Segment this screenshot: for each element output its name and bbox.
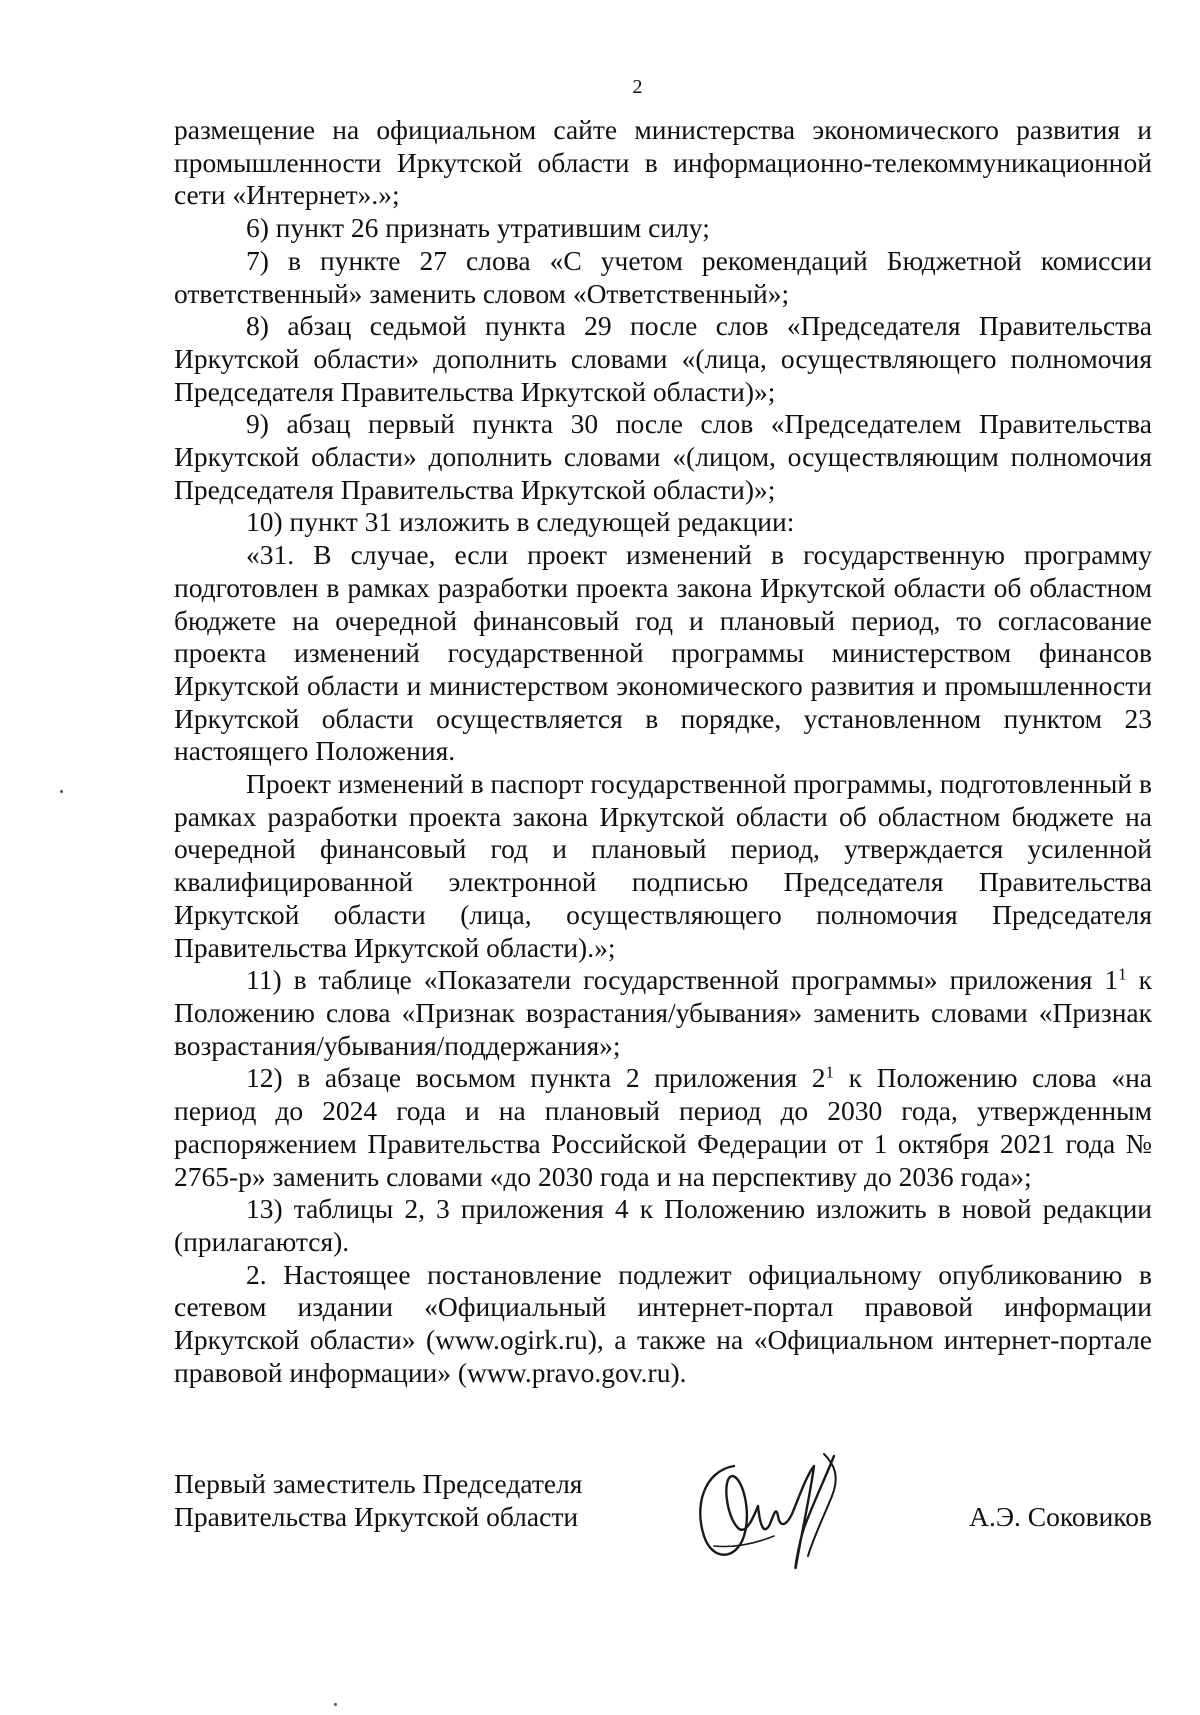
item-11-text: 11) в таблице «Показатели государственной программы» приложения 1 [246, 964, 1119, 996]
paragraph-item-11 [174, 964, 1152, 1062]
document-body [174, 114, 1152, 1389]
signer-title-line-1: Первый заместитель Председателя [174, 1468, 583, 1499]
item-12-text: 12) в абзаце восьмом пункта 2 приложения 2 [246, 1062, 826, 1094]
item-12-superscript: 1 [825, 1063, 835, 1083]
signer-title [174, 1468, 582, 1533]
paragraph-item-12 [174, 1062, 1152, 1193]
item-11-superscript: 1 [1118, 964, 1127, 984]
paragraph-item-13: 13) таблицы 2, 3 приложения 4 к Положению изложить в новой редакции (прилагаются). [174, 1193, 1152, 1257]
paragraph-item-10: 10) пункт 31 изложить в следующей редакции: [246, 506, 795, 538]
item-11-text-rest: к Положению слова «Признак возрастания/убывания» заменить словами «Признак возрастания/убывания/поддержания»; [174, 964, 1152, 1061]
item-12-text-rest: к Положению слова «на период до 2024 года и на плановый период до 2030 года, утвержденным распоряжением Правительства Российской Федерации от 1 октября 2021 года № 2765-р» заменить словами «до 2030 года и на перспективу до 2036 года»; [174, 1062, 1152, 1192]
paragraph-point-2: 2. Настоящее постановление подлежит официальному опубликованию в сетевом издании «Официальный интернет-портал правовой информации Иркутской области» (www.ogirk.ru), а также на «Официальном интернет-портале правовой информации» (www.pravo.gov.ru). [174, 1258, 1152, 1388]
paragraph-item-9: 9) абзац первый пункта 30 после слов «Председателем Правительства Иркутской области» дополнить словами «(лицом, осуществляющим полномочия Председателя Правительства Иркутской области)»; [174, 408, 1152, 505]
paragraph-item-8: 8) абзац седьмой пункта 29 после слов «Председателя Правительства Иркутской области» дополнить словами «(лица, осуществляющего полномочия Председателя Правительства Иркутской области)»; [174, 310, 1152, 407]
signature-block [174, 1468, 1152, 1588]
handwritten-signature [674, 1436, 864, 1586]
signer-title-line-2: Правительства Иркутской области [174, 1500, 579, 1532]
paragraph-passport-project: Проект изменений в паспорт государственной программы, подготовленный в рамках разработки проекта закона Иркутской области об областном бюджете на очередной финансовый год и плановый период, утверждается усиленной квалифицированной электронной подписью Председателя Правительства Иркутской области (лица, осуществляющего полномочия Председателя Правительства Иркутской области).»; [174, 768, 1152, 963]
scan-speck [60, 790, 63, 793]
paragraph-continuation: размещение на официальном сайте министерства экономического развития и промышленности Иркутской области в информационно-телекоммуникационной сети «Интернет».»; [174, 114, 1152, 211]
paragraph-item-6: 6) пункт 26 признать утратившим силу; [246, 212, 710, 244]
paragraph-item-7: 7) в пункте 27 слова «С учетом рекомендаций Бюджетной комиссии ответственный» заменить словом «Ответственный»; [174, 244, 1152, 309]
scan-speck [334, 1703, 337, 1706]
page-number: 2 [632, 76, 643, 98]
paragraph-point-31: «31. В случае, если проект изменений в государственную программу подготовлен в рамках разработки проекта закона Иркутской области об областном бюджете на очередной финансовый год и плановый период, то согласование проекта изменений государственной программы министерством финансов Иркутской области и министерством экономического развития и промышленности Иркутской области осуществляется в порядке, установленном пунктом 23 настоящего Положения. [174, 539, 1152, 767]
signer-name: А.Э. Соковиков [969, 1501, 1152, 1532]
